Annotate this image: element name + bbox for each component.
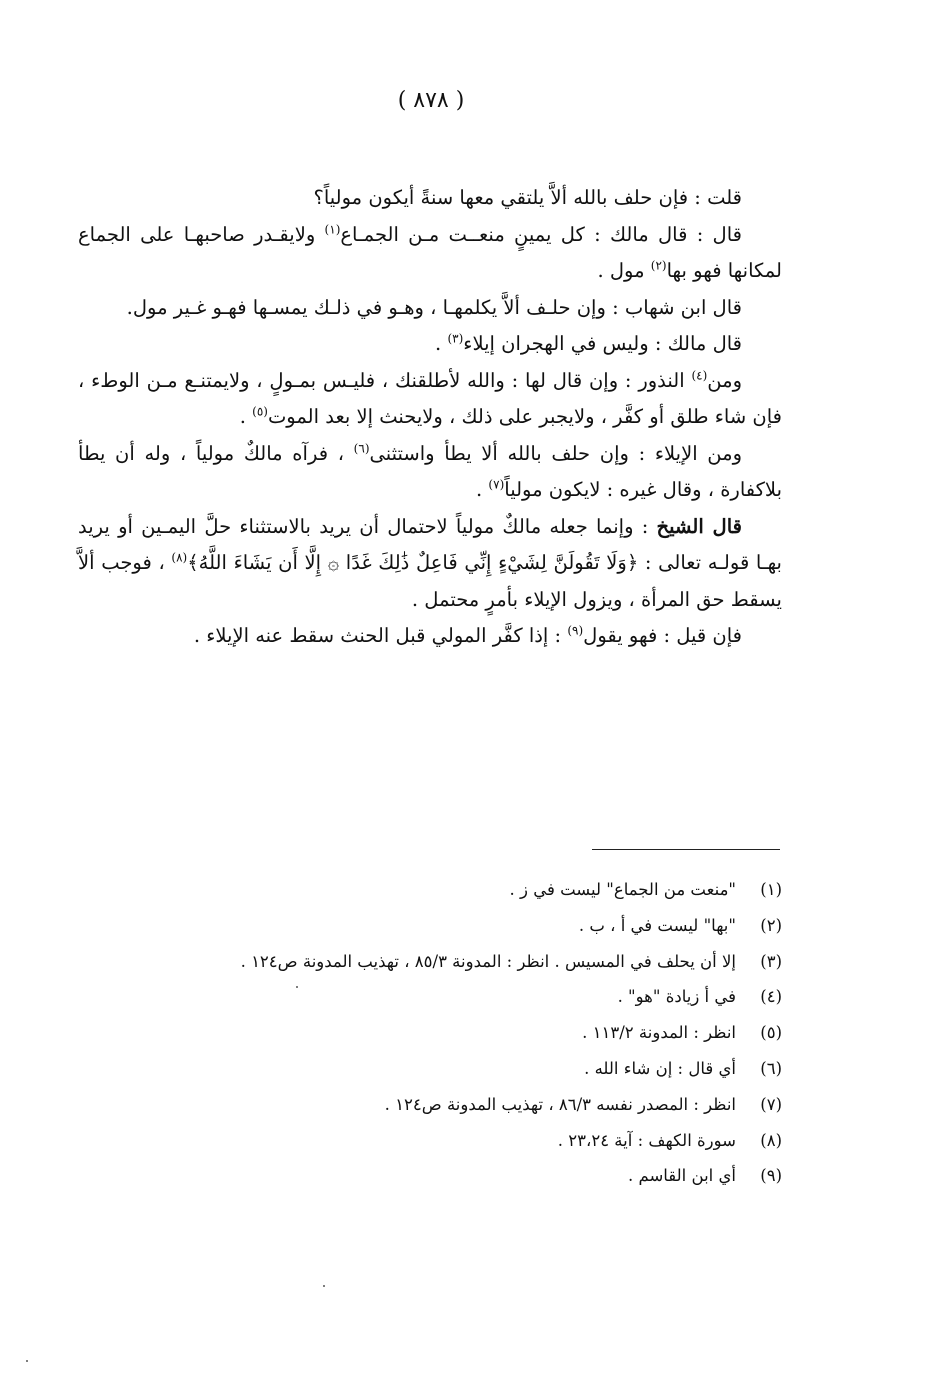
scan-speck — [296, 986, 298, 988]
paragraph-7 — [78, 509, 782, 619]
footnote-item — [78, 944, 782, 980]
footnote-number: (٤) — [760, 987, 782, 1007]
paragraph-5-text-a: ومن — [707, 368, 742, 392]
footnote-number: (٢) — [760, 915, 782, 935]
footnote-text: أي ابن القاسم . — [627, 1166, 736, 1186]
paragraph-4 — [78, 326, 782, 363]
paragraph-5-text-b: النذور : وإن قال لها : والله لأطلقنك ، فليـس بمـولٍ ، ولايمتنـع مـن الوطء ، فإن شاء طلق أو كفَّر ، ولايجبر على ذلك ، ولايحنث إلا بعد الموت — [78, 368, 782, 428]
footnote-ref-9: (٩) — [567, 623, 584, 638]
footnote-ref-6: (٦) — [353, 441, 370, 455]
scan-speck — [26, 1360, 28, 1362]
footnote-ref-4: (٤) — [691, 368, 708, 382]
footnote-ref-8: (٨) — [171, 550, 188, 565]
footnote-number: (٥) — [760, 1023, 782, 1043]
footnote-number: (٣) — [760, 951, 782, 971]
page-number: ( ٨٧٨ ) — [397, 88, 465, 113]
paragraph-6-text-a: ومن الإيلاء : وإن حلف بالله ألا يطأ واستثنى — [369, 441, 742, 465]
footnote-number: (١) — [760, 880, 782, 899]
paragraph-2-text-c: مول . — [597, 259, 651, 282]
footnote-item — [78, 1123, 782, 1159]
footnote-text: أي قال : إن شاء الله . — [584, 1058, 736, 1078]
footnote-text: انظر : المدونة ١١٣/٢ . — [582, 1023, 736, 1043]
footnote-text: "بها" ليست في أ ، ب . — [578, 915, 736, 935]
paragraph-4-text-b: . — [435, 332, 448, 355]
paragraph-8-text-a: فإن قيل : فهو يقول — [583, 624, 742, 647]
speaker-label: قال الشيخ — [656, 514, 742, 538]
footnote-text: سورة الكهف : آية ٢٣،٢٤ . — [557, 1130, 736, 1150]
scan-speck — [323, 1285, 325, 1287]
paragraph-3-text: قال ابن شهاب : وإن حلـف ألاَّ يكلمهـا ، وهـو في ذلـك يمسـها فهـو غـير مول. — [126, 295, 742, 319]
paragraph-7-text-b: ، فوجب ألاَّ يسقط حق المرأة ، ويزول الإيلاء بأمرٍ محتمل . — [78, 551, 782, 611]
footnote-text: في أ زيادة "هو" . — [617, 987, 736, 1007]
paragraph-6 — [78, 436, 782, 509]
paragraph-8-text-b: : إذا كفَّر المولي قبل الحنث سقط عنه الإيلاء . — [193, 624, 568, 647]
paragraph-6-text-c: . — [476, 478, 489, 501]
footnote-ref-7: (٧) — [488, 477, 505, 492]
paragraph-5 — [78, 363, 782, 436]
footnote-number: (٧) — [760, 1094, 782, 1114]
paragraph-2-text-a: قال : قال مالك : كل يمينٍ منعــت مـن الجمـاع — [340, 222, 742, 246]
paragraph-7-text-a: : وإنما جعله مالكٌ مولياً لاحتمال أن يريد بالاستثناء حلَّ اليمـين أو يريد بهـا قولـه تعالى : ﴿وَلَا تَقُولَنَّ لِشَيْءٍ إِنِّي فَاعِلٌ ذَٰلِكَ غَدًا ۞ إِلَّا أَن يَشَاءَ اللَّهُ﴾ — [78, 514, 782, 574]
footnote-separator — [592, 849, 780, 850]
footnote-ref-2: (٢) — [650, 258, 667, 273]
footnote-item — [78, 1051, 782, 1087]
footnote-ref-5: (٥) — [252, 404, 268, 419]
footnote-item — [78, 908, 782, 944]
paragraph-3 — [78, 290, 782, 327]
footnote-ref-3: (٣) — [447, 331, 464, 346]
footnote-number: (٦) — [760, 1058, 782, 1078]
footnotes — [78, 872, 782, 1194]
footnote-text: إلا أن يحلف في المسيس . انظر : المدونة ٨٥/٣ ، تهذيب المدونة ص١٢٤ . — [240, 951, 736, 971]
paragraph-5-text-c: . — [239, 405, 253, 428]
paragraph-1-text: قلت : فإن حلف بالله ألاَّ يلتقي معها سنةً أيكون مولياً؟ — [313, 186, 742, 209]
footnote-text: "منعت من الجماع" ليست في ز . — [509, 880, 736, 899]
footnote-ref-1: (١) — [324, 222, 341, 236]
paragraph-8 — [78, 618, 782, 655]
footnote-item — [78, 979, 782, 1015]
footnote-text: انظر : المصدر نفسه ٨٦/٣ ، تهذيب المدونة ص١٢٤ . — [384, 1094, 736, 1114]
footnote-item — [78, 872, 782, 908]
paragraph-2-text-b: ولايقـدر صاحبهـا على الجماع لمكانها فهو بها — [78, 222, 782, 282]
paragraph-4-text-a: قال مالك : وليس في الهجران إيلاء — [463, 332, 742, 355]
paragraph-6-text-b: ، فرآه مالكٌ مولياً ، وله أن يطأ بلاكفارة ، وقال غيره : لايكون مولياً — [78, 441, 782, 501]
footnote-item — [78, 1158, 782, 1194]
main-text — [78, 180, 782, 655]
footnote-number: (٩) — [760, 1166, 782, 1186]
footnote-item — [78, 1087, 782, 1123]
footnote-item — [78, 1015, 782, 1051]
footnote-number: (٨) — [760, 1130, 782, 1150]
paragraph-2 — [78, 217, 782, 290]
paragraph-1 — [78, 180, 782, 217]
